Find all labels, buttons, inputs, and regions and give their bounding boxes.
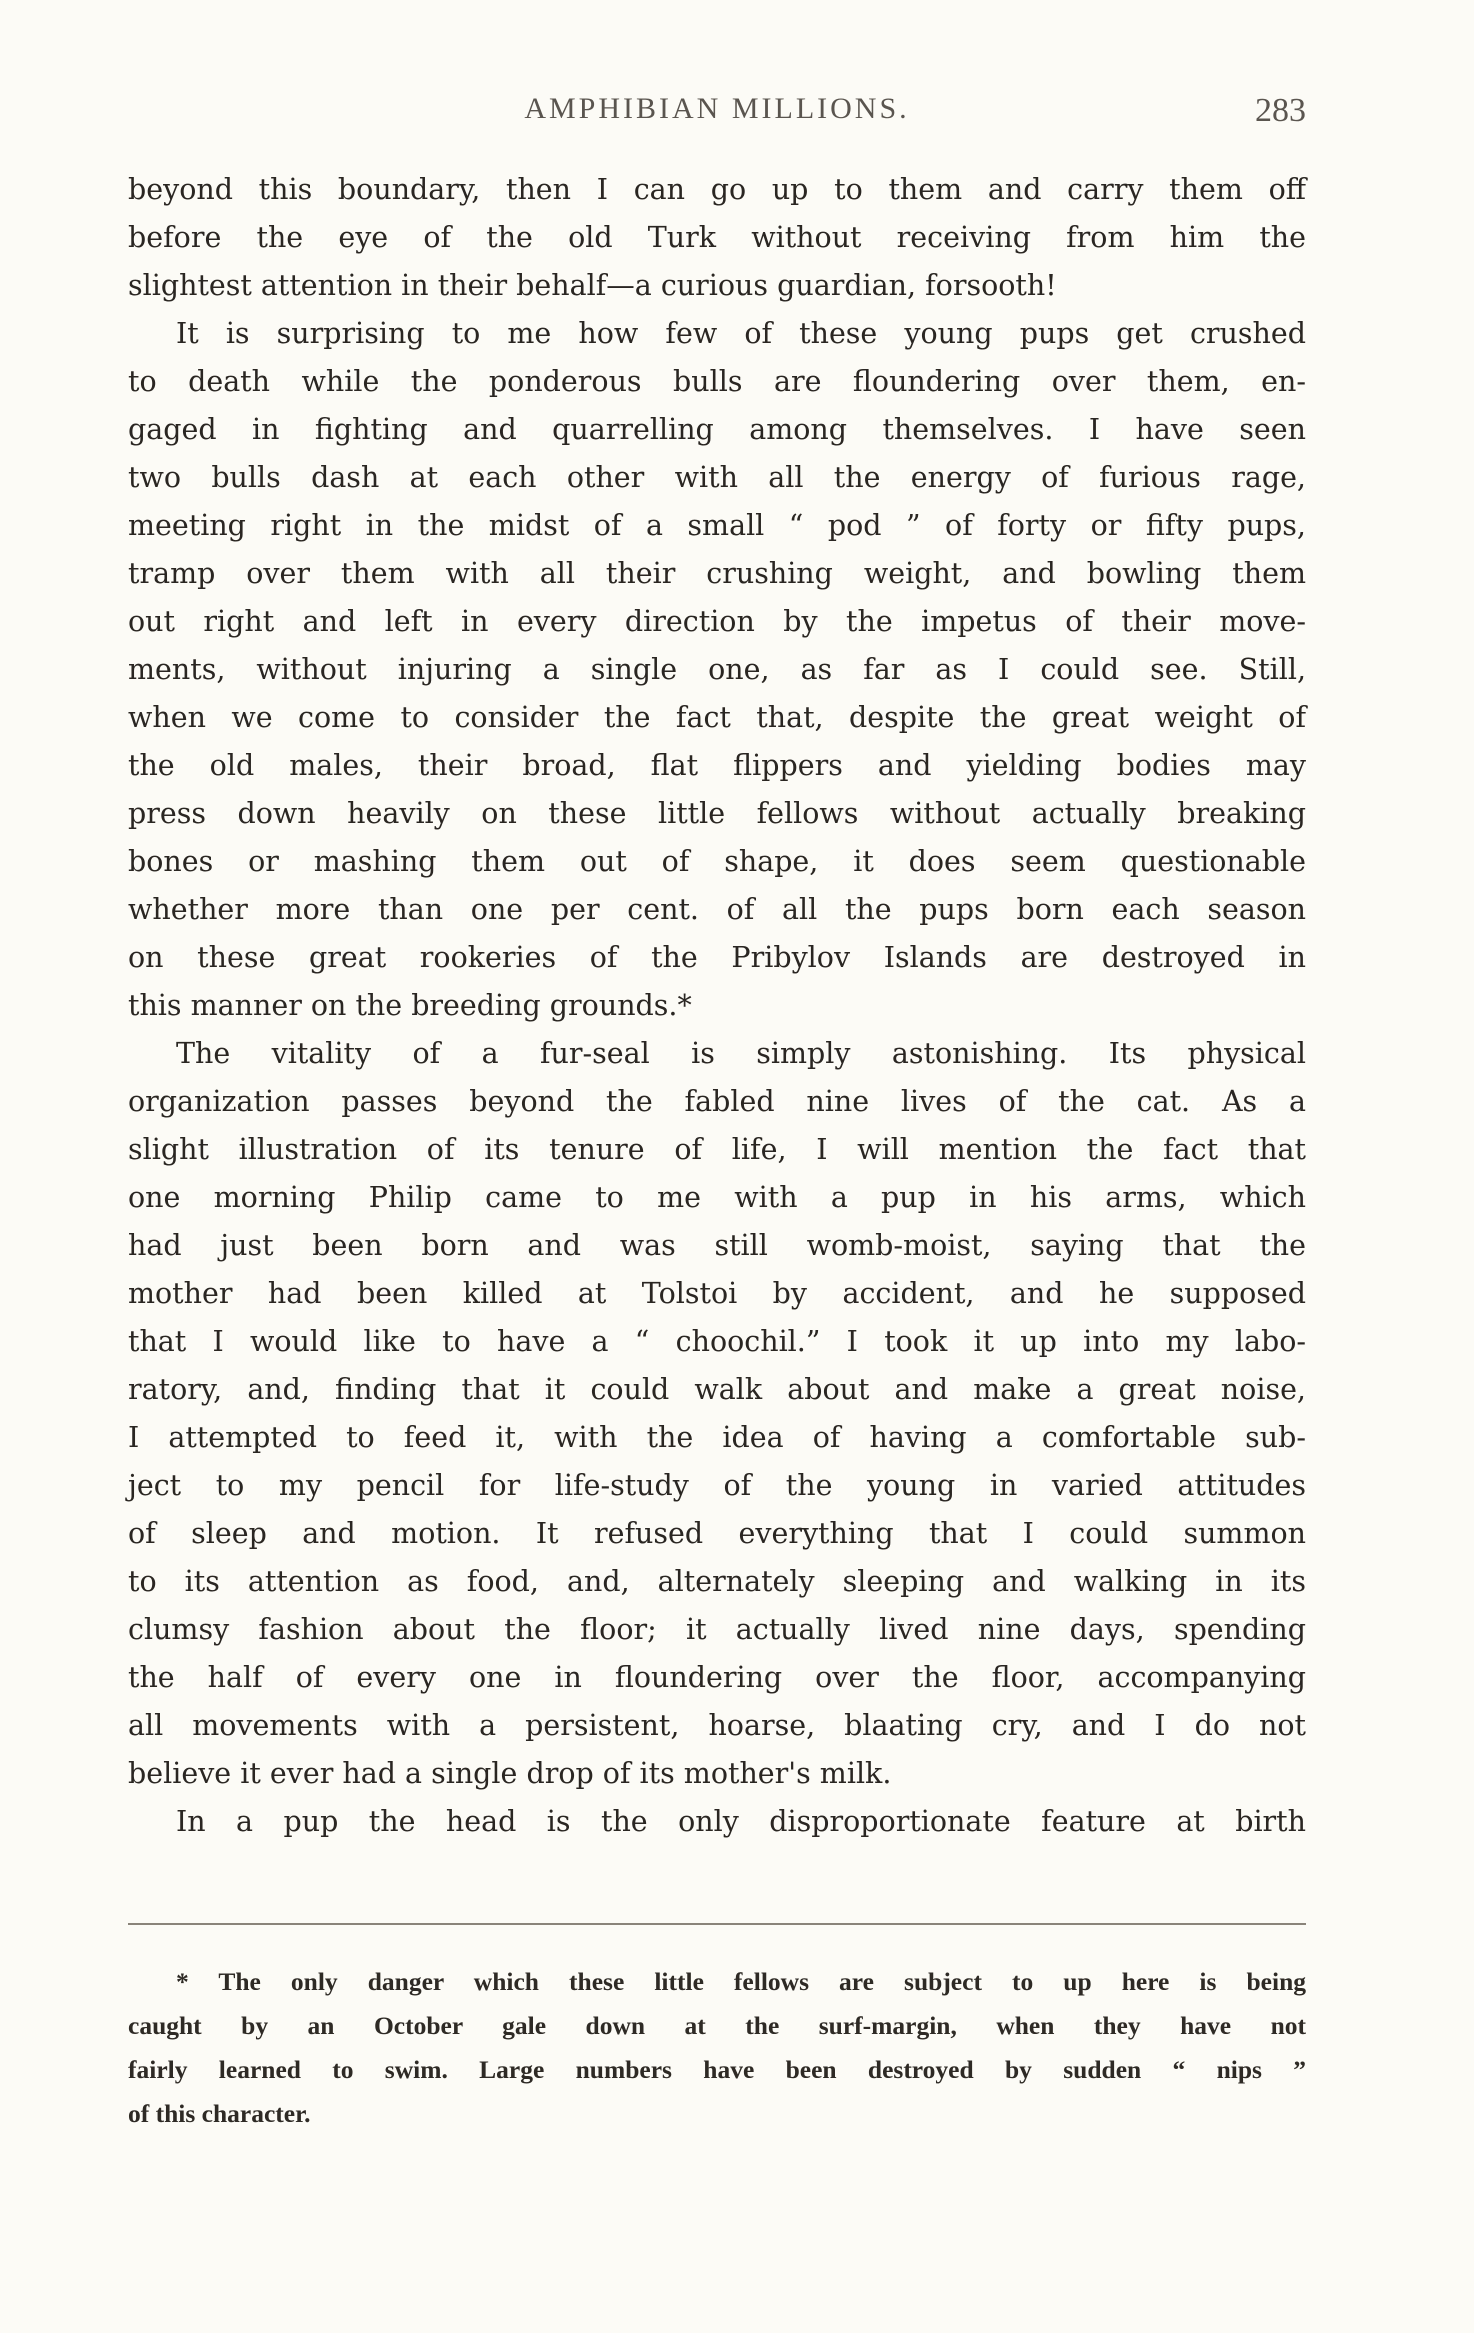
body-line: that I would like to have a “ choochil.” I took it up into my labo-: [128, 1325, 1306, 1358]
body-line: ratory, and, finding that it could walk about and make a great noise,: [128, 1373, 1306, 1406]
body-line: believe it ever had a single drop of its mother's milk.: [128, 1757, 892, 1790]
body-line: whether more than one per cent. of all the pups born each season: [128, 893, 1306, 926]
footnote-line: * The only danger which these little fellows are subject to up here is being: [176, 1967, 1306, 1996]
footnote: [128, 1960, 1306, 2136]
body-line: the half of every one in floundering over the floor, accompanying: [128, 1661, 1306, 1694]
body-line: to its attention as food, and, alternately sleeping and walking in its: [128, 1565, 1306, 1598]
body-line: had just been born and was still womb-moist, saying that the: [128, 1229, 1306, 1262]
body-line: out right and left in every direction by the impetus of their move-: [128, 605, 1306, 638]
body-line: all movements with a persistent, hoarse, blaating cry, and I do not: [128, 1709, 1306, 1742]
body-line: I attempted to feed it, with the idea of having a comfortable sub-: [128, 1421, 1306, 1454]
body-line: slightest attention in their behalf—a curious guardian, forsooth!: [128, 269, 1057, 302]
footnote-line: caught by an October gale down at the surf-margin, when they have not: [128, 2011, 1306, 2040]
running-title: AMPHIBIAN MILLIONS.: [524, 92, 910, 125]
body-line: clumsy fashion about the floor; it actually lived nine days, spending: [128, 1613, 1306, 1646]
body-line: gaged in fighting and quarrelling among themselves. I have seen: [128, 413, 1306, 446]
body-text: [128, 166, 1306, 1846]
body-line: meeting right in the midst of a small “ pod ” of forty or fifty pups,: [128, 509, 1306, 542]
body-line: the old males, their broad, flat flippers and yielding bodies may: [128, 749, 1306, 782]
running-head: [128, 92, 1306, 132]
footnote-divider: [128, 1923, 1306, 1925]
body-line: In a pup the head is the only disproportionate feature at birth: [176, 1805, 1306, 1838]
body-line: organization passes beyond the fabled nine lives of the cat. As a: [128, 1085, 1306, 1118]
body-line: this manner on the breeding grounds.*: [128, 989, 692, 1022]
body-line: ments, without injuring a single one, as far as I could see. Still,: [128, 653, 1306, 686]
body-line: tramp over them with all their crushing weight, and bowling them: [128, 557, 1306, 590]
body-line: slight illustration of its tenure of life, I will mention the fact that: [128, 1133, 1306, 1166]
body-line: press down heavily on these little fellows without actually breaking: [128, 797, 1306, 830]
body-line: one morning Philip came to me with a pup in his arms, which: [128, 1181, 1306, 1214]
body-line: on these great rookeries of the Pribylov Islands are destroyed in: [128, 941, 1306, 974]
body-line: when we come to consider the fact that, despite the great weight of: [128, 701, 1306, 734]
body-line: two bulls dash at each other with all the energy of furious rage,: [128, 461, 1306, 494]
body-line: ject to my pencil for life-study of the young in varied attitudes: [128, 1469, 1306, 1502]
footnote-line: fairly learned to swim. Large numbers have been destroyed by sudden “ nips ”: [128, 2055, 1306, 2084]
body-line: The vitality of a fur-seal is simply astonishing. Its physical: [176, 1037, 1306, 1070]
body-line: bones or mashing them out of shape, it does seem questionable: [128, 845, 1306, 878]
body-line: to death while the ponderous bulls are floundering over them, en-: [128, 365, 1306, 398]
page-number: 283: [1255, 92, 1306, 129]
body-line: before the eye of the old Turk without receiving from him the: [128, 221, 1306, 254]
body-line: mother had been killed at Tolstoi by accident, and he supposed: [128, 1277, 1306, 1310]
footnote-line: of this character.: [128, 2099, 311, 2128]
body-line: of sleep and motion. It refused everything that I could summon: [128, 1517, 1306, 1550]
body-line: beyond this boundary, then I can go up to them and carry them off: [128, 173, 1306, 206]
body-line: It is surprising to me how few of these young pups get crushed: [176, 317, 1306, 350]
